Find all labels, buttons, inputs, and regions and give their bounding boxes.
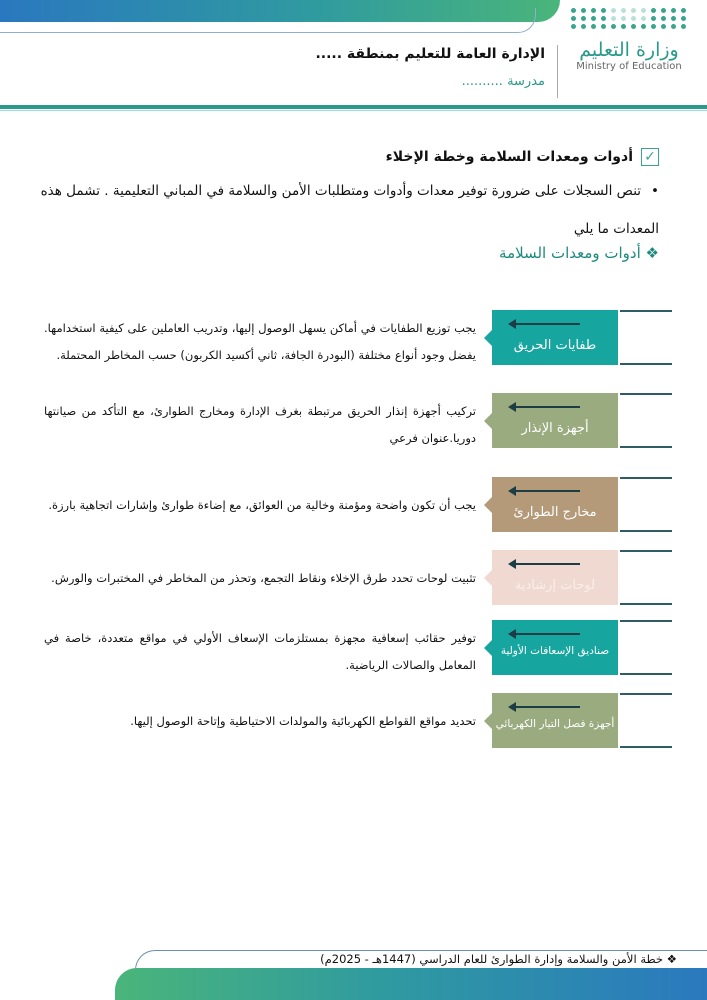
header-rule-thin [0,110,707,111]
equipment-label: لوحات إرشادية [514,578,596,593]
equipment-label: صناديق الإسعافات الأولية [500,645,610,657]
equipment-card [492,620,618,675]
connector-line [620,620,672,622]
equipment-label: طفايات الحريق [513,338,597,353]
connector-line [620,477,672,479]
footer-text: ❖ خطة الأمن والسلامة وإدارة الطوارئ للعام الدراسي (1447هـ - 2025م) [320,952,677,966]
connector-line [620,393,672,395]
equipment-card [492,550,618,605]
arrow-left-icon [510,633,580,635]
equipment-description: تحديد مواقع القواطع الكهربائية والمولدات الاحتياطية وإتاحة الوصول إليها. [130,714,476,728]
equipment-label: أجهزة فصل التيار الكهربائي [495,718,615,730]
subsection-title: ❖ أدوات ومعدات السلامة [499,244,659,262]
equipment-card [492,393,618,448]
card-notch [484,497,492,513]
arrow-left-icon [510,406,580,408]
equipment-label: مخارج الطوارئ [513,505,597,520]
connector-line [620,550,672,552]
logo-arabic: وزارة التعليم [579,39,679,61]
arrow-left-icon [510,323,580,325]
footer-banner [115,968,707,1000]
connector-line [620,446,672,448]
arrow-left-icon [510,490,580,492]
header-curve [0,8,536,33]
card-notch [484,640,492,656]
connector-line [620,673,672,675]
section-title: أدوات ومعدات السلامة وخطة الإخلاء [385,149,633,165]
equipment-card [492,693,618,748]
connector-line [620,746,672,748]
connector-line [620,530,672,532]
connector-line [620,310,672,312]
connector-line [620,363,672,365]
section-heading [386,148,659,166]
equipment-description: يجب أن تكون واضحة ومؤمنة وخالية من العوائق، مع إضاءة طوارئ وإشارات اتجاهية بارزة. [48,498,476,512]
bullet-icon: • [651,183,659,199]
header-rule [0,105,707,109]
card-notch [484,330,492,346]
arrow-left-icon [510,563,580,565]
equipment-description: يجب توزيع الطفايات في أماكن يسهل الوصول إليها، وتدريب العاملين على كيفية استخدامها. يفضل وجود أنواع مختلفة (البودرة الجافة، ثاني أكسيد الكربون) حسب المخاطر المحتملة. [44,321,476,362]
intro-text: تنص السجلات على ضرورة توفير معدات وأدوات ومتطلبات الأمن والسلامة في المباني التعليمية . تشمل هذه المعدات ما يلي [40,183,659,237]
equipment-description: تركيب أجهزة إنذار الحريق مرتبطة بغرف الإدارة ومخارج الطوارئ، مع التأكد من صيانتها دوريا.عنوان فرعي [44,404,476,445]
connector-line [620,603,672,605]
card-notch [484,570,492,586]
connector-line [620,693,672,695]
logo-dots-icon [569,8,689,29]
equipment-card [492,477,618,532]
checkbox-icon: ✓ [641,148,659,166]
equipment-card [492,310,618,365]
equipment-description: توفير حقائب إسعافية مجهزة بمستلزمات الإسعاف الأولي في مواقع متعددة، خاصة في المعامل والصالات الرياضية. [44,631,476,672]
administration-title: الإدارة العامة للتعليم بمنطقة ..... [315,46,545,62]
ministry-logo [569,8,689,72]
arrow-left-icon [510,706,580,708]
equipment-description: تثبيت لوحات تحدد طرق الإخلاء ونقاط التجمع، وتحذر من المخاطر في المختبرات والورش. [51,571,476,585]
school-name: مدرسة .......... [461,74,545,89]
logo-english: Ministry of Education [576,61,682,72]
header-divider [557,45,558,98]
equipment-label: أجهزة الإنذار [521,421,589,436]
card-notch [484,413,492,429]
intro-paragraph [40,172,659,248]
card-notch [484,713,492,729]
